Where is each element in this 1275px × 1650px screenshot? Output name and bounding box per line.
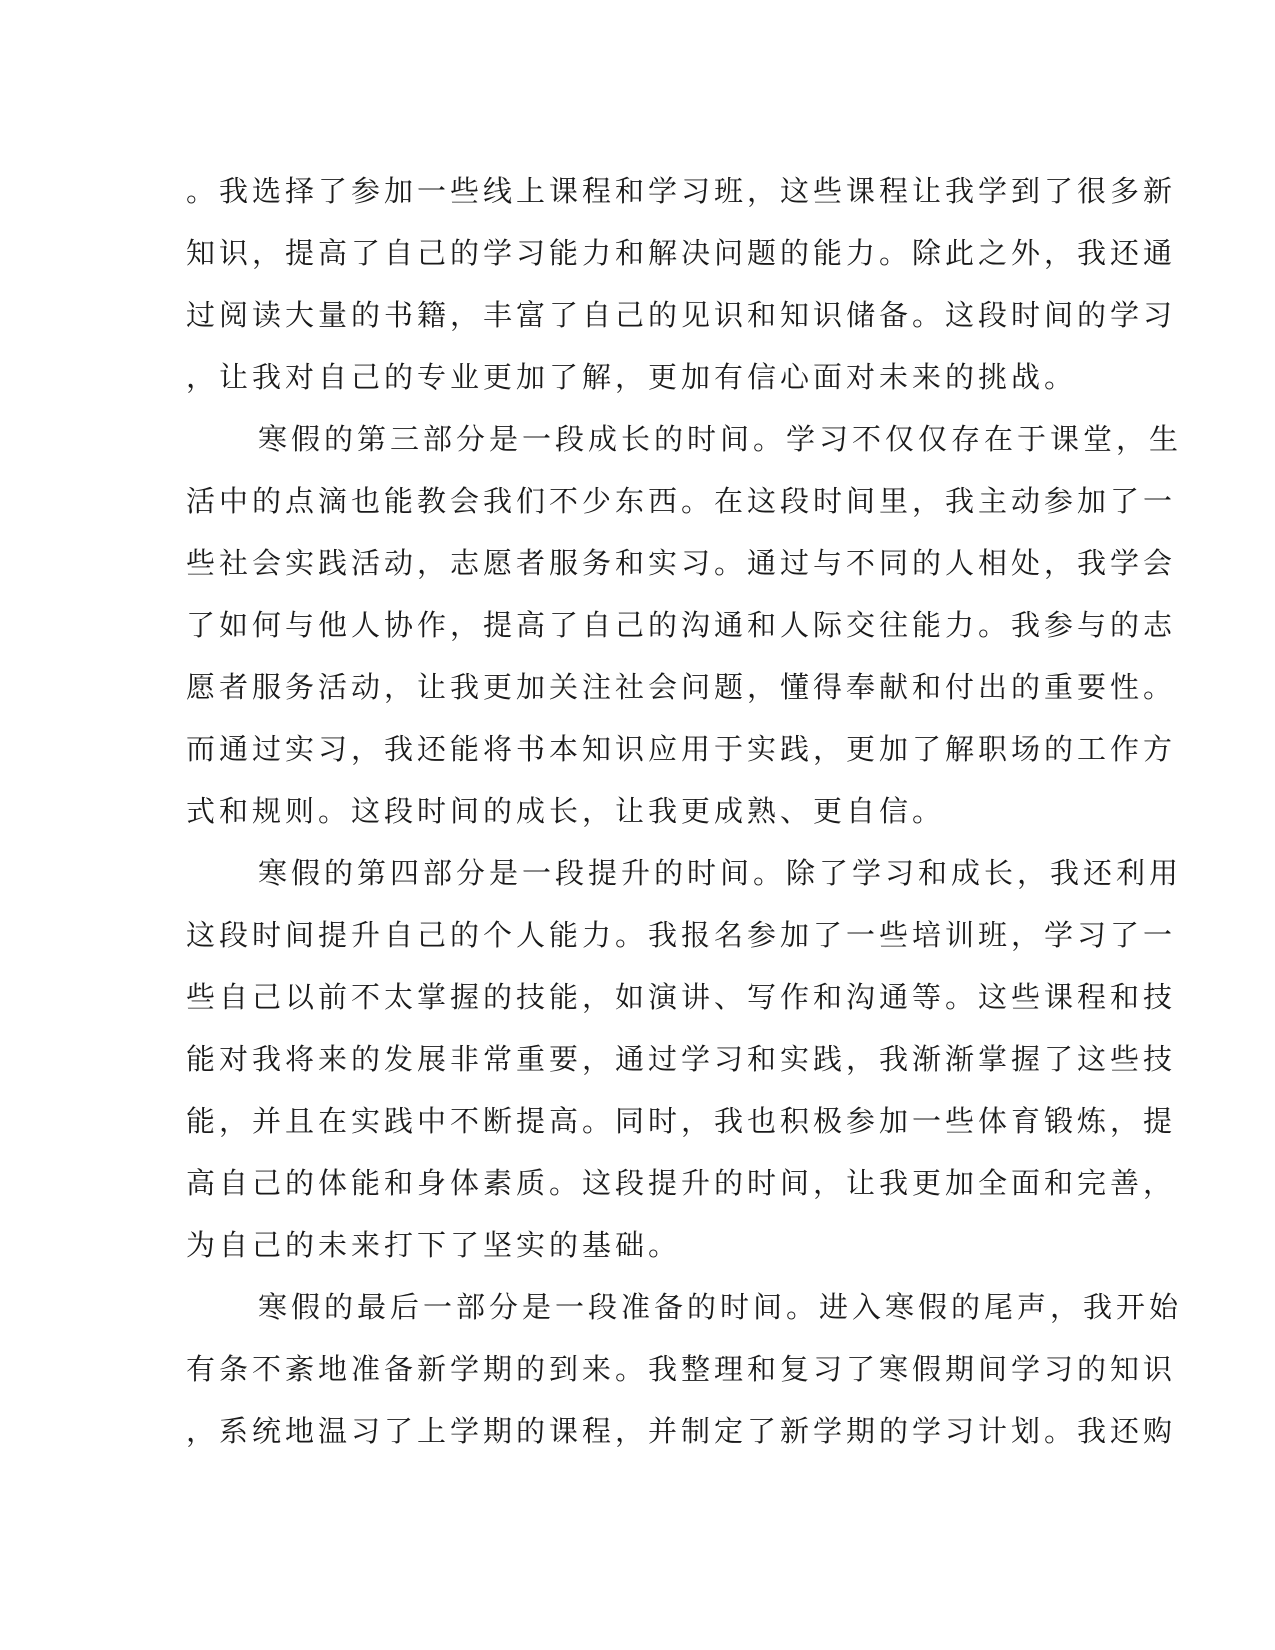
body-text bbox=[186, 160, 1183, 1462]
text-line: 能对我将来的发展非常重要，通过学习和实践，我渐渐掌握了这些技 bbox=[186, 1042, 1177, 1076]
text-line: 有条不紊地准备新学期的到来。我整理和复习了寒假期间学习的知识 bbox=[186, 1352, 1177, 1386]
text-line: ，系统地温习了上学期的课程，并制定了新学期的学习计划。我还购 bbox=[186, 1414, 1177, 1448]
text-line: 知识，提高了自己的学习能力和解决问题的能力。除此之外，我还通 bbox=[186, 236, 1177, 270]
text-line: 过阅读大量的书籍，丰富了自己的见识和知识储备。这段时间的学习 bbox=[186, 298, 1177, 332]
text-line: 高自己的体能和身体素质。这段提升的时间，让我更加全面和完善， bbox=[186, 1166, 1177, 1200]
text-line: 些自己以前不太掌握的技能，如演讲、写作和沟通等。这些课程和技 bbox=[186, 980, 1177, 1014]
text-line: 式和规则。这段时间的成长，让我更成熟、更自信。 bbox=[186, 794, 946, 828]
text-line: 。我选择了参加一些线上课程和学习班，这些课程让我学到了很多新 bbox=[186, 174, 1177, 208]
paragraph-first-line: 寒假的最后一部分是一段准备的时间。进入寒假的尾声，我开始 bbox=[258, 1290, 1183, 1324]
paragraph-first-line: 寒假的第四部分是一段提升的时间。除了学习和成长，我还利用 bbox=[258, 856, 1183, 890]
text-line: 活中的点滴也能教会我们不少东西。在这段时间里，我主动参加了一 bbox=[186, 484, 1177, 518]
text-line: 能，并且在实践中不断提高。同时，我也积极参加一些体育锻炼，提 bbox=[186, 1104, 1177, 1138]
text-line: 愿者服务活动，让我更加关注社会问题，懂得奉献和付出的重要性。 bbox=[186, 670, 1177, 704]
text-line: ，让我对自己的专业更加了解，更加有信心面对未来的挑战。 bbox=[186, 360, 1078, 394]
text-line: 这段时间提升自己的个人能力。我报名参加了一些培训班，学习了一 bbox=[186, 918, 1177, 952]
text-line: 为自己的未来打下了坚实的基础。 bbox=[186, 1228, 682, 1262]
text-line: 了如何与他人协作，提高了自己的沟通和人际交往能力。我参与的志 bbox=[186, 608, 1177, 642]
paragraph-first-line: 寒假的第三部分是一段成长的时间。学习不仅仅存在于课堂，生 bbox=[258, 422, 1183, 456]
text-line: 些社会实践活动，志愿者服务和实习。通过与不同的人相处，我学会 bbox=[186, 546, 1177, 580]
text-line: 而通过实习，我还能将书本知识应用于实践，更加了解职场的工作方 bbox=[186, 732, 1177, 766]
